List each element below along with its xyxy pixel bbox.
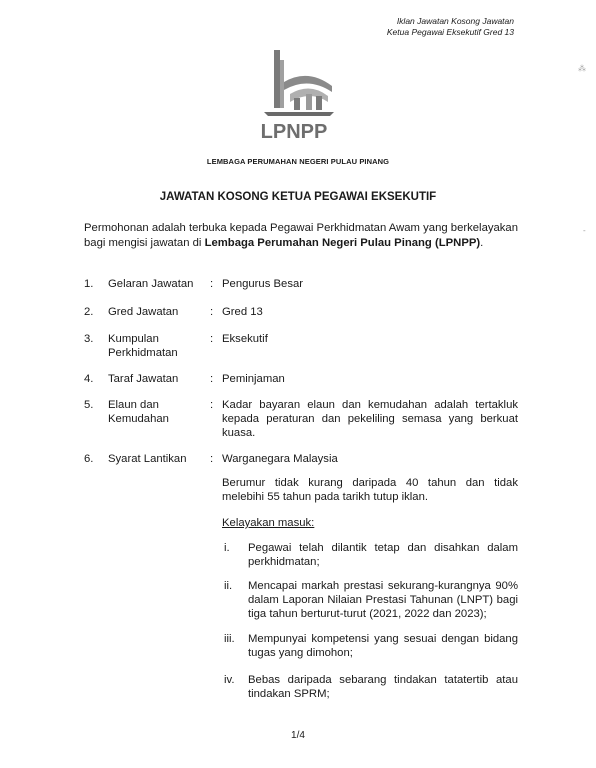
item-label: Syarat Lantikan (108, 453, 187, 465)
scan-dash-icon: - (583, 226, 586, 235)
item-colon: : (210, 453, 214, 465)
eligibility-number: i. (224, 542, 230, 554)
item-label: Elaun dan Kemudahan (108, 399, 169, 425)
eligibility-text: Pegawai telah dilantik tetap dan disahkan dalam perkhidmatan; (248, 542, 518, 568)
item-colon: : (210, 306, 214, 318)
item-number: 3. (84, 333, 94, 345)
document-title: JAWATAN KOSONG KETUA PEGAWAI EKSEKUTIF (159, 191, 437, 203)
header-note-line1: Iklan Jawatan Kosong Jawatan (396, 16, 514, 26)
item-number: 2. (84, 306, 94, 318)
item-value: Peminjaman (222, 373, 285, 385)
item-colon: : (210, 373, 214, 385)
eligibility-text: Mencapai markah prestasi sekurang-kurangnya 90% dalam Laporan Nilaian Prestasi Tahunan (LNPT) bagi tiga tahun berturut-turut (2021, 2022 dan 2023); (248, 580, 518, 620)
item-colon: : (210, 399, 214, 411)
building-logo-icon (246, 48, 342, 144)
intro-paragraph (84, 221, 518, 250)
eligibility-text: Mempunyai kompetensi yang sesuai dengan bidang tugas yang dimohon; (248, 633, 518, 659)
item-value: Kadar bayaran elaun dan kemudahan adalah tertakluk kepada peraturan dan pekeliling semasa yang berkuat kuasa. (222, 399, 518, 439)
eligibility-number: iii. (224, 633, 235, 645)
organization-name: LEMBAGA PERUMAHAN NEGERI PULAU PINANG (206, 157, 390, 166)
item-colon: : (210, 333, 214, 345)
lpnpp-logo (246, 48, 342, 144)
item-value: Pengurus Besar (222, 278, 304, 290)
item-value: Warganegara Malaysia (222, 453, 338, 465)
item-label: Taraf Jawatan (108, 373, 179, 385)
header-note-line2: Ketua Pegawai Eksekutif Gred 13 (386, 27, 514, 37)
item-label: Kumpulan Perkhidmatan (108, 333, 178, 359)
item-colon: : (210, 278, 214, 290)
logo-text: LPNPP (260, 121, 328, 143)
item-number: 5. (84, 399, 94, 411)
age-requirement: Berumur tidak kurang daripada 40 tahun dan tidak melebihi 55 tahun pada tarikh tutup iklan. (222, 477, 518, 503)
scan-speck-icon: ⁂ (578, 64, 586, 73)
intro-org-bold: Lembaga Perumahan Negeri Pulau Pinang (LPNPP) (204, 236, 481, 249)
intro-end: . (480, 236, 484, 249)
item-value: Eksekutif (222, 333, 268, 345)
eligibility-number: iv. (224, 674, 235, 686)
eligibility-text: Bebas daripada sebarang tindakan tatatertib atau tindakan SPRM; (248, 674, 518, 700)
item-number: 4. (84, 373, 94, 385)
item-value: Gred 13 (222, 306, 263, 318)
item-label: Gelaran Jawatan (108, 278, 194, 290)
eligibility-heading: Kelayakan masuk: (222, 517, 315, 529)
page-number: 1/4 (291, 730, 305, 741)
intro-text: Permohonan adalah terbuka kepada Pegawai Perkhidmatan Awam yang berkelayakan bagi mengisi jawatan di (84, 222, 518, 249)
item-label: Gred Jawatan (108, 306, 179, 318)
item-number: 6. (84, 453, 94, 465)
eligibility-number: ii. (224, 580, 233, 592)
item-number: 1. (84, 278, 94, 290)
header-note (387, 16, 514, 38)
